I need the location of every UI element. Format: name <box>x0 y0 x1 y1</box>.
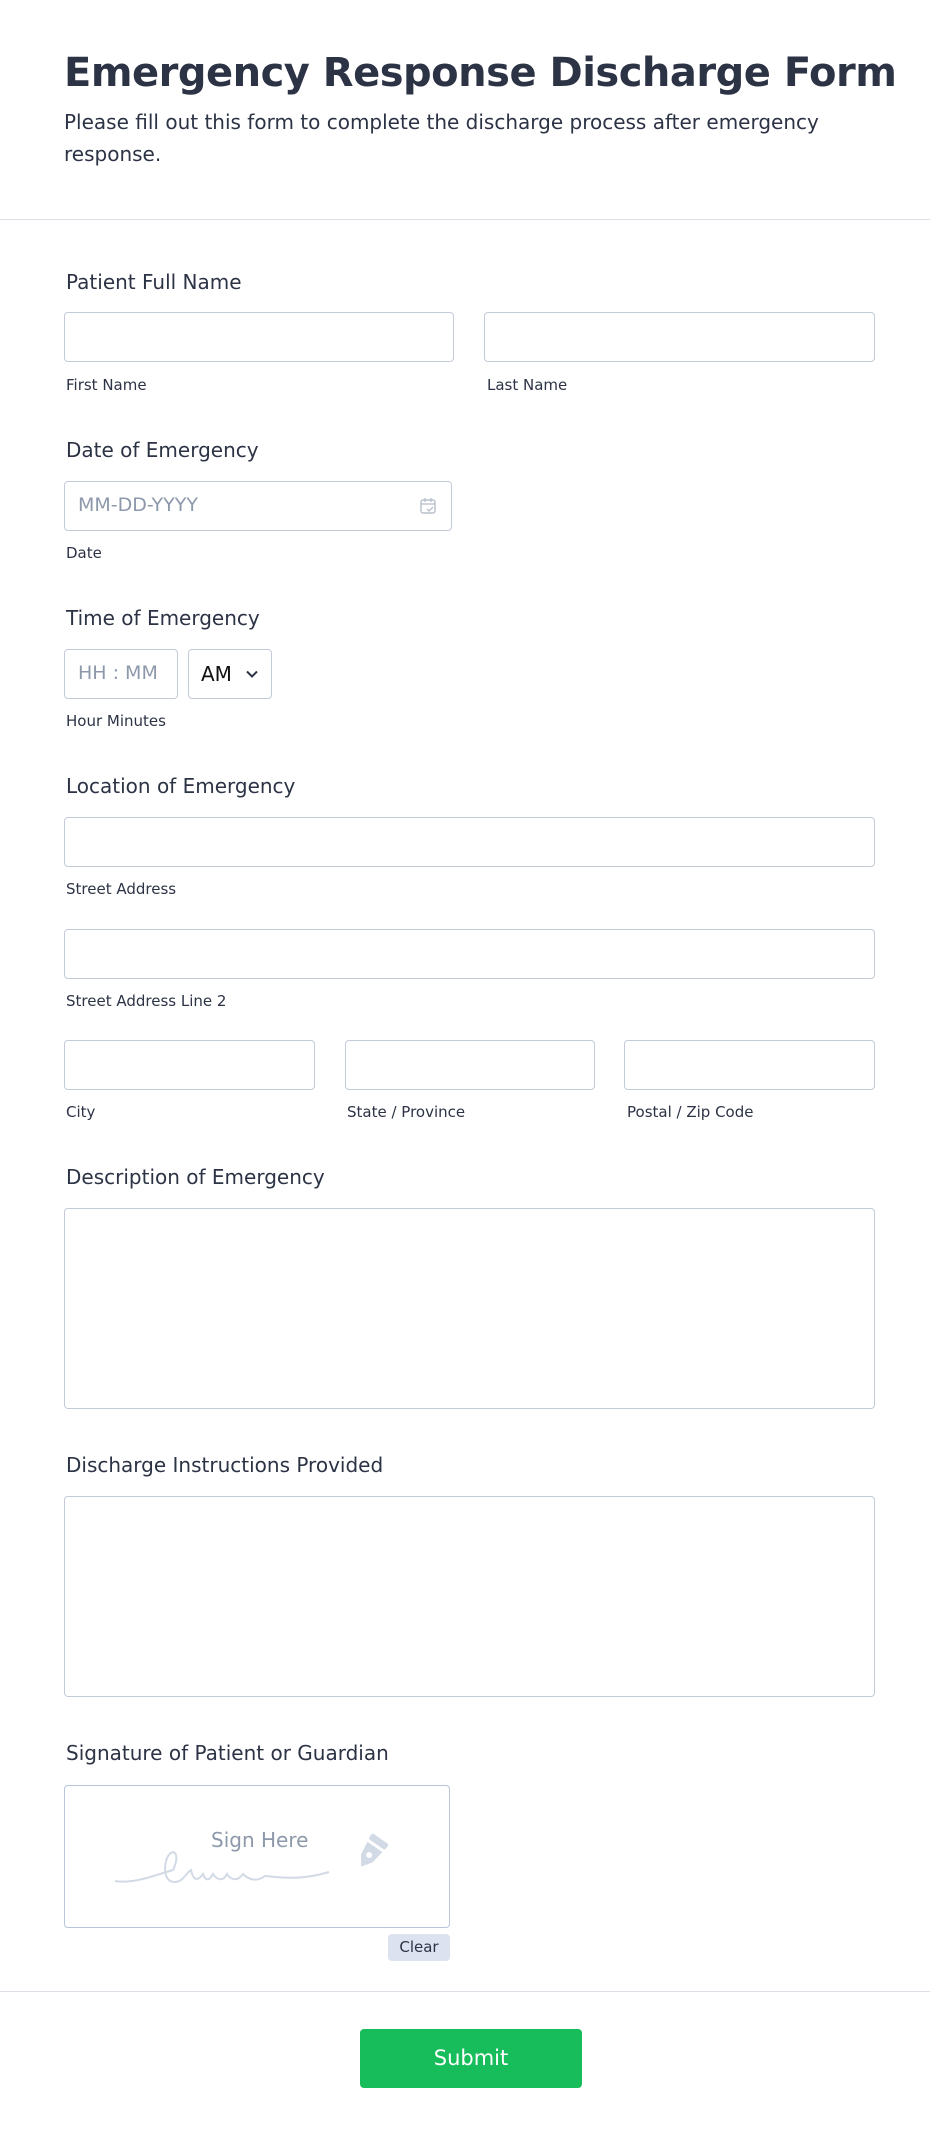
instructions-label: Discharge Instructions Provided <box>66 1453 384 1477</box>
footer-divider <box>0 1991 930 1992</box>
state-sublabel: State / Province <box>347 1103 466 1121</box>
signature-pad[interactable] <box>64 1785 450 1928</box>
signature-label: Signature of Patient or Guardian <box>66 1741 389 1765</box>
clear-signature-button[interactable]: Clear <box>388 1934 450 1961</box>
zip-input[interactable] <box>624 1040 875 1090</box>
location-label: Location of Emergency <box>66 774 296 798</box>
street-address-sublabel: Street Address <box>66 880 177 898</box>
submit-button[interactable]: Submit <box>360 2029 582 2088</box>
city-sublabel: City <box>66 1103 96 1121</box>
last-name-input[interactable] <box>484 312 875 362</box>
date-sublabel: Date <box>66 544 102 562</box>
form-header <box>0 0 930 220</box>
chevron-down-icon <box>245 667 259 681</box>
city-input[interactable] <box>64 1040 315 1090</box>
date-placeholder: MM-DD-YYYY <box>78 494 198 516</box>
instructions-textarea[interactable] <box>64 1496 875 1697</box>
description-label: Description of Emergency <box>66 1165 325 1189</box>
first-name-sublabel: First Name <box>66 376 147 394</box>
street-address-input[interactable] <box>64 817 875 867</box>
ampm-selected-value: AM <box>201 662 232 686</box>
patient-name-label: Patient Full Name <box>66 270 242 294</box>
state-input[interactable] <box>345 1040 595 1090</box>
street-address-line2-input[interactable] <box>64 929 875 979</box>
last-name-sublabel: Last Name <box>487 376 568 394</box>
ampm-select[interactable] <box>188 649 272 699</box>
zip-sublabel: Postal / Zip Code <box>627 1103 754 1121</box>
signature-placeholder: Sign Here <box>211 1828 309 1852</box>
form-title: Emergency Response Discharge Form <box>64 50 897 96</box>
pen-nib-icon <box>347 1828 397 1874</box>
time-placeholder: HH : MM <box>78 662 158 684</box>
street-address-line2-sublabel: Street Address Line 2 <box>66 992 227 1010</box>
first-name-input[interactable] <box>64 312 454 362</box>
time-label: Time of Emergency <box>66 606 260 630</box>
calendar-icon[interactable] <box>419 497 437 515</box>
form-subtitle: Please fill out this form to complete the discharge process after emergency response. <box>64 110 819 166</box>
date-label: Date of Emergency <box>66 438 259 462</box>
time-sublabel: Hour Minutes <box>66 712 166 730</box>
description-textarea[interactable] <box>64 1208 875 1409</box>
date-input[interactable] <box>64 481 452 531</box>
time-input[interactable] <box>64 649 178 699</box>
